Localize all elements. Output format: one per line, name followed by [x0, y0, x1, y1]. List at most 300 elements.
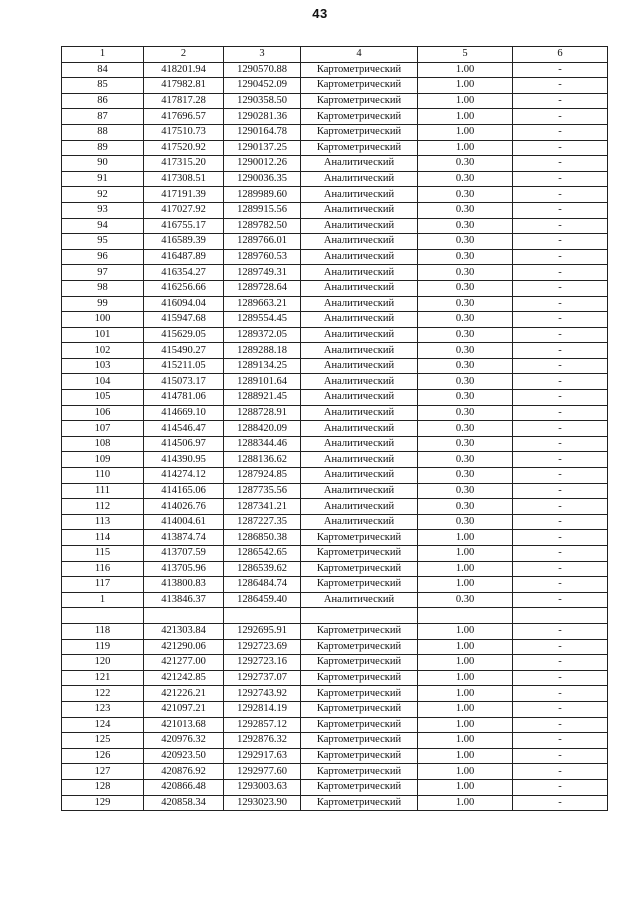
cell-method: Аналитический: [301, 280, 418, 296]
cell-method: Картометрический: [301, 748, 418, 764]
cell-method: Картометрический: [301, 530, 418, 546]
cell-point-number: 123: [62, 701, 144, 717]
cell-coordinate-y: 1290358.50: [224, 93, 301, 109]
cell-note: -: [513, 312, 608, 328]
cell-method: Аналитический: [301, 483, 418, 499]
cell-coordinate-x: 417982.81: [144, 78, 224, 94]
cell-point-number: 112: [62, 499, 144, 515]
cell-coordinate-y: 1286484.74: [224, 577, 301, 593]
cell-point-number: 110: [62, 468, 144, 484]
cell-method: Аналитический: [301, 390, 418, 406]
cell-coordinate-x: 414390.95: [144, 452, 224, 468]
table-row: [62, 452, 608, 468]
cell-note: -: [513, 390, 608, 406]
cell-note: -: [513, 374, 608, 390]
cell-method: Картометрический: [301, 655, 418, 671]
cell-accuracy: 0.30: [418, 202, 513, 218]
cell-point-number: 125: [62, 733, 144, 749]
cell-method: Аналитический: [301, 156, 418, 172]
cell-note: -: [513, 779, 608, 795]
cell-method: Аналитический: [301, 421, 418, 437]
cell-accuracy: 0.30: [418, 421, 513, 437]
cell-point-number: 96: [62, 249, 144, 265]
cell-method: Картометрический: [301, 717, 418, 733]
cell-point-number: 103: [62, 358, 144, 374]
cell-method: Аналитический: [301, 218, 418, 234]
cell-note: -: [513, 109, 608, 125]
cell-note: -: [513, 655, 608, 671]
cell-note: -: [513, 93, 608, 109]
cell-accuracy: 1.00: [418, 779, 513, 795]
cell-note: -: [513, 670, 608, 686]
cell-method: Аналитический: [301, 436, 418, 452]
cell-accuracy: 1.00: [418, 623, 513, 639]
cell-method: Картометрический: [301, 140, 418, 156]
cell-accuracy: [418, 608, 513, 624]
table-row: [62, 483, 608, 499]
cell-coordinate-x: 417520.92: [144, 140, 224, 156]
cell-method: Картометрический: [301, 62, 418, 78]
cell-method: Картометрический: [301, 686, 418, 702]
cell-coordinate-x: 415073.17: [144, 374, 224, 390]
cell-coordinate-x: 414004.61: [144, 514, 224, 530]
cell-note: -: [513, 514, 608, 530]
cell-coordinate-y: 1292695.91: [224, 623, 301, 639]
cell-accuracy: 1.00: [418, 795, 513, 811]
cell-coordinate-x: 420866.48: [144, 779, 224, 795]
cell-coordinate-y: 1289554.45: [224, 312, 301, 328]
cell-note: -: [513, 62, 608, 78]
cell-point-number: 85: [62, 78, 144, 94]
cell-coordinate-y: 1289766.01: [224, 234, 301, 250]
cell-coordinate-x: 417308.51: [144, 171, 224, 187]
cell-coordinate-y: 1290452.09: [224, 78, 301, 94]
cell-coordinate-x: 421013.68: [144, 717, 224, 733]
cell-coordinate-y: 1292723.16: [224, 655, 301, 671]
cell-coordinate-x: 421097.21: [144, 701, 224, 717]
table-row: [62, 296, 608, 312]
cell-point-number: 84: [62, 62, 144, 78]
cell-point-number: 114: [62, 530, 144, 546]
cell-coordinate-y: 1288921.45: [224, 390, 301, 406]
cell-point-number: 124: [62, 717, 144, 733]
cell-note: -: [513, 795, 608, 811]
cell-point-number: 90: [62, 156, 144, 172]
cell-note: [513, 608, 608, 624]
cell-note: -: [513, 218, 608, 234]
cell-coordinate-y: 1286539.62: [224, 561, 301, 577]
cell-note: -: [513, 701, 608, 717]
cell-point-number: 109: [62, 452, 144, 468]
cell-accuracy: 0.30: [418, 265, 513, 281]
cell-method: Аналитический: [301, 592, 418, 608]
cell-coordinate-y: 1292917.63: [224, 748, 301, 764]
cell-coordinate-x: 420876.92: [144, 764, 224, 780]
page-number: 43: [312, 6, 328, 21]
cell-coordinate-y: 1292737.07: [224, 670, 301, 686]
cell-note: -: [513, 717, 608, 733]
cell-coordinate-x: 414274.12: [144, 468, 224, 484]
cell-accuracy: 1.00: [418, 577, 513, 593]
cell-accuracy: 1.00: [418, 748, 513, 764]
cell-accuracy: 1.00: [418, 701, 513, 717]
table-row: [62, 374, 608, 390]
cell-accuracy: 0.30: [418, 374, 513, 390]
cell-accuracy: 0.30: [418, 514, 513, 530]
table-row: [62, 62, 608, 78]
cell-accuracy: 0.30: [418, 483, 513, 499]
table-row: [62, 670, 608, 686]
table-row: [62, 561, 608, 577]
cell-method: Картометрический: [301, 779, 418, 795]
cell-point-number: 92: [62, 187, 144, 203]
cell-coordinate-x: 418201.94: [144, 62, 224, 78]
cell-accuracy: 0.30: [418, 592, 513, 608]
cell-coordinate-y: 1290036.35: [224, 171, 301, 187]
cell-note: -: [513, 468, 608, 484]
table-row: [62, 701, 608, 717]
cell-coordinate-x: 415211.05: [144, 358, 224, 374]
cell-note: -: [513, 296, 608, 312]
table-row: [62, 623, 608, 639]
cell-coordinate-x: 421290.06: [144, 639, 224, 655]
table-row: [62, 202, 608, 218]
cell-accuracy: 0.30: [418, 358, 513, 374]
cell-method: Картометрический: [301, 764, 418, 780]
cell-point-number: 93: [62, 202, 144, 218]
cell-coordinate-x: 416354.27: [144, 265, 224, 281]
cell-coordinate-x: 416094.04: [144, 296, 224, 312]
cell-accuracy: 1.00: [418, 686, 513, 702]
cell-coordinate-x: 421303.84: [144, 623, 224, 639]
cell-accuracy: 1.00: [418, 670, 513, 686]
cell-method: Аналитический: [301, 327, 418, 343]
cell-note: -: [513, 405, 608, 421]
cell-coordinate-y: 1289728.64: [224, 280, 301, 296]
cell-note: -: [513, 234, 608, 250]
table-row: [62, 499, 608, 515]
cell-coordinate-x: 421226.21: [144, 686, 224, 702]
cell-note: -: [513, 577, 608, 593]
cell-coordinate-x: 417027.92: [144, 202, 224, 218]
cell-accuracy: 0.30: [418, 499, 513, 515]
cell-method: Аналитический: [301, 202, 418, 218]
cell-coordinate-x: 417191.39: [144, 187, 224, 203]
cell-note: -: [513, 249, 608, 265]
cell-method: Картометрический: [301, 93, 418, 109]
cell-accuracy: 1.00: [418, 140, 513, 156]
table-row: [62, 265, 608, 281]
cell-method: Аналитический: [301, 499, 418, 515]
cell-coordinate-x: 414546.47: [144, 421, 224, 437]
cell-point-number: 107: [62, 421, 144, 437]
cell-accuracy: 0.30: [418, 312, 513, 328]
cell-accuracy: 0.30: [418, 280, 513, 296]
table-row: [62, 358, 608, 374]
cell-method: Аналитический: [301, 312, 418, 328]
cell-coordinate-y: 1292723.69: [224, 639, 301, 655]
table-row: [62, 764, 608, 780]
cell-coordinate-y: 1290012.26: [224, 156, 301, 172]
cell-coordinate-x: 414781.06: [144, 390, 224, 406]
cell-coordinate-y: 1292876.32: [224, 733, 301, 749]
table-header: [62, 47, 608, 63]
cell-coordinate-y: 1293023.90: [224, 795, 301, 811]
table-row: [62, 171, 608, 187]
cell-point-number: 89: [62, 140, 144, 156]
table-row: [62, 686, 608, 702]
cell-note: -: [513, 483, 608, 499]
cell-method: Аналитический: [301, 296, 418, 312]
cell-note: -: [513, 623, 608, 639]
cell-coordinate-y: 1289989.60: [224, 187, 301, 203]
cell-point-number: 113: [62, 514, 144, 530]
cell-accuracy: 0.30: [418, 296, 513, 312]
cell-coordinate-x: 420923.50: [144, 748, 224, 764]
cell-point-number: 106: [62, 405, 144, 421]
table-row: [62, 748, 608, 764]
cell-coordinate-x: 416487.89: [144, 249, 224, 265]
table-row: [62, 421, 608, 437]
cell-accuracy: 0.30: [418, 436, 513, 452]
cell-coordinate-y: 1288728.91: [224, 405, 301, 421]
cell-point-number: 128: [62, 779, 144, 795]
cell-note: -: [513, 436, 608, 452]
column-header: 2: [144, 47, 224, 63]
cell-coordinate-y: 1288420.09: [224, 421, 301, 437]
table-row: [62, 156, 608, 172]
cell-accuracy: 1.00: [418, 561, 513, 577]
column-header: 1: [62, 47, 144, 63]
cell-accuracy: 1.00: [418, 530, 513, 546]
cell-accuracy: 1.00: [418, 93, 513, 109]
cell-note: -: [513, 686, 608, 702]
cell-method: Картометрический: [301, 577, 418, 593]
cell-accuracy: 0.30: [418, 234, 513, 250]
cell-point-number: 104: [62, 374, 144, 390]
cell-note: -: [513, 202, 608, 218]
table-row: [62, 779, 608, 795]
column-header: 6: [513, 47, 608, 63]
cell-point-number: 87: [62, 109, 144, 125]
table-row: [62, 514, 608, 530]
cell-coordinate-x: 417315.20: [144, 156, 224, 172]
cell-coordinate-y: 1290281.36: [224, 109, 301, 125]
cell-method: Картометрический: [301, 701, 418, 717]
cell-point-number: 116: [62, 561, 144, 577]
cell-note: -: [513, 592, 608, 608]
cell-coordinate-y: 1290137.25: [224, 140, 301, 156]
table-row: [62, 655, 608, 671]
cell-coordinate-x: 420858.34: [144, 795, 224, 811]
table-row: [62, 187, 608, 203]
cell-coordinate-x: 415947.68: [144, 312, 224, 328]
cell-method: Аналитический: [301, 265, 418, 281]
cell-accuracy: 0.30: [418, 390, 513, 406]
cell-accuracy: 0.30: [418, 249, 513, 265]
cell-coordinate-y: 1289749.31: [224, 265, 301, 281]
cell-accuracy: 1.00: [418, 717, 513, 733]
cell-point-number: 121: [62, 670, 144, 686]
cell-point-number: 120: [62, 655, 144, 671]
table-row: [62, 249, 608, 265]
cell-coordinate-y: 1290164.78: [224, 124, 301, 140]
table-row: [62, 546, 608, 562]
table-row: [62, 109, 608, 125]
cell-point-number: 102: [62, 343, 144, 359]
table-row: [62, 234, 608, 250]
cell-coordinate-x: 420976.32: [144, 733, 224, 749]
cell-accuracy: 1.00: [418, 78, 513, 94]
cell-accuracy: 0.30: [418, 468, 513, 484]
cell-accuracy: 1.00: [418, 764, 513, 780]
cell-point-number: 115: [62, 546, 144, 562]
cell-note: -: [513, 561, 608, 577]
cell-coordinate-y: 1293003.63: [224, 779, 301, 795]
table-body: [62, 62, 608, 811]
cell-coordinate-x: 417696.57: [144, 109, 224, 125]
cell-method: Картометрический: [301, 124, 418, 140]
coordinates-table: [61, 46, 608, 811]
table-row: [62, 577, 608, 593]
cell-coordinate-y: 1287735.56: [224, 483, 301, 499]
table-row: [62, 405, 608, 421]
cell-method: Картометрический: [301, 561, 418, 577]
cell-coordinate-y: 1286459.40: [224, 592, 301, 608]
cell-point-number: 117: [62, 577, 144, 593]
cell-accuracy: 1.00: [418, 546, 513, 562]
cell-point-number: 118: [62, 623, 144, 639]
cell-coordinate-x: 414165.06: [144, 483, 224, 499]
column-header: 4: [301, 47, 418, 63]
table-row: [62, 592, 608, 608]
cell-coordinate-y: 1287341.21: [224, 499, 301, 515]
cell-method: Аналитический: [301, 358, 418, 374]
cell-coordinate-x: 421242.85: [144, 670, 224, 686]
table-row: [62, 717, 608, 733]
table-row: [62, 468, 608, 484]
cell-point-number: 105: [62, 390, 144, 406]
cell-method: Аналитический: [301, 171, 418, 187]
cell-method: Картометрический: [301, 639, 418, 655]
cell-method: Картометрический: [301, 109, 418, 125]
cell-note: -: [513, 358, 608, 374]
table-row: [62, 343, 608, 359]
table-row: [62, 733, 608, 749]
table-row: [62, 93, 608, 109]
cell-coordinate-y: 1286850.38: [224, 530, 301, 546]
column-header: 5: [418, 47, 513, 63]
cell-coordinate-x: [144, 608, 224, 624]
cell-coordinate-y: 1289134.25: [224, 358, 301, 374]
cell-accuracy: 1.00: [418, 733, 513, 749]
cell-method: Картометрический: [301, 78, 418, 94]
table-row: [62, 795, 608, 811]
cell-coordinate-y: [224, 608, 301, 624]
cell-point-number: 119: [62, 639, 144, 655]
cell-note: -: [513, 499, 608, 515]
cell-point-number: 94: [62, 218, 144, 234]
table-row: [62, 312, 608, 328]
cell-accuracy: 0.30: [418, 156, 513, 172]
cell-note: -: [513, 452, 608, 468]
cell-coordinate-x: 417510.73: [144, 124, 224, 140]
cell-method: Аналитический: [301, 187, 418, 203]
table-row: [62, 436, 608, 452]
cell-point-number: [62, 608, 144, 624]
cell-coordinate-x: 414506.97: [144, 436, 224, 452]
cell-coordinate-y: 1287227.35: [224, 514, 301, 530]
cell-coordinate-x: 413707.59: [144, 546, 224, 562]
cell-note: -: [513, 156, 608, 172]
cell-coordinate-x: 415629.05: [144, 327, 224, 343]
cell-method: [301, 608, 418, 624]
cell-accuracy: 0.30: [418, 327, 513, 343]
table-row: [62, 327, 608, 343]
cell-coordinate-x: 413800.83: [144, 577, 224, 593]
cell-coordinate-y: 1289782.50: [224, 218, 301, 234]
cell-coordinate-x: 413874.74: [144, 530, 224, 546]
cell-point-number: 122: [62, 686, 144, 702]
cell-coordinate-y: 1286542.65: [224, 546, 301, 562]
cell-coordinate-x: 414026.76: [144, 499, 224, 515]
cell-coordinate-y: 1289760.53: [224, 249, 301, 265]
cell-coordinate-y: 1287924.85: [224, 468, 301, 484]
cell-note: -: [513, 421, 608, 437]
cell-point-number: 127: [62, 764, 144, 780]
cell-coordinate-y: 1288344.46: [224, 436, 301, 452]
cell-point-number: 1: [62, 592, 144, 608]
cell-coordinate-y: 1290570.88: [224, 62, 301, 78]
cell-note: -: [513, 78, 608, 94]
cell-coordinate-y: 1289915.56: [224, 202, 301, 218]
cell-accuracy: 1.00: [418, 109, 513, 125]
column-header: 3: [224, 47, 301, 63]
table-row: [62, 530, 608, 546]
cell-accuracy: 1.00: [418, 655, 513, 671]
cell-method: Картометрический: [301, 623, 418, 639]
table-row: [62, 390, 608, 406]
table-row: [62, 280, 608, 296]
cell-point-number: 108: [62, 436, 144, 452]
cell-point-number: 129: [62, 795, 144, 811]
cell-note: -: [513, 639, 608, 655]
cell-coordinate-y: 1289101.64: [224, 374, 301, 390]
cell-point-number: 86: [62, 93, 144, 109]
cell-coordinate-x: 413705.96: [144, 561, 224, 577]
cell-note: -: [513, 546, 608, 562]
cell-coordinate-x: 421277.00: [144, 655, 224, 671]
cell-method: Аналитический: [301, 514, 418, 530]
cell-coordinate-y: 1289372.05: [224, 327, 301, 343]
cell-accuracy: 0.30: [418, 343, 513, 359]
cell-coordinate-x: 415490.27: [144, 343, 224, 359]
cell-point-number: 111: [62, 483, 144, 499]
cell-note: -: [513, 187, 608, 203]
cell-note: -: [513, 748, 608, 764]
cell-note: -: [513, 530, 608, 546]
cell-point-number: 126: [62, 748, 144, 764]
cell-coordinate-x: 416589.39: [144, 234, 224, 250]
cell-note: -: [513, 280, 608, 296]
cell-coordinate-y: 1289663.21: [224, 296, 301, 312]
cell-note: -: [513, 343, 608, 359]
cell-accuracy: 1.00: [418, 124, 513, 140]
cell-point-number: 99: [62, 296, 144, 312]
cell-method: Картометрический: [301, 733, 418, 749]
table-row: [62, 124, 608, 140]
cell-method: Картометрический: [301, 795, 418, 811]
